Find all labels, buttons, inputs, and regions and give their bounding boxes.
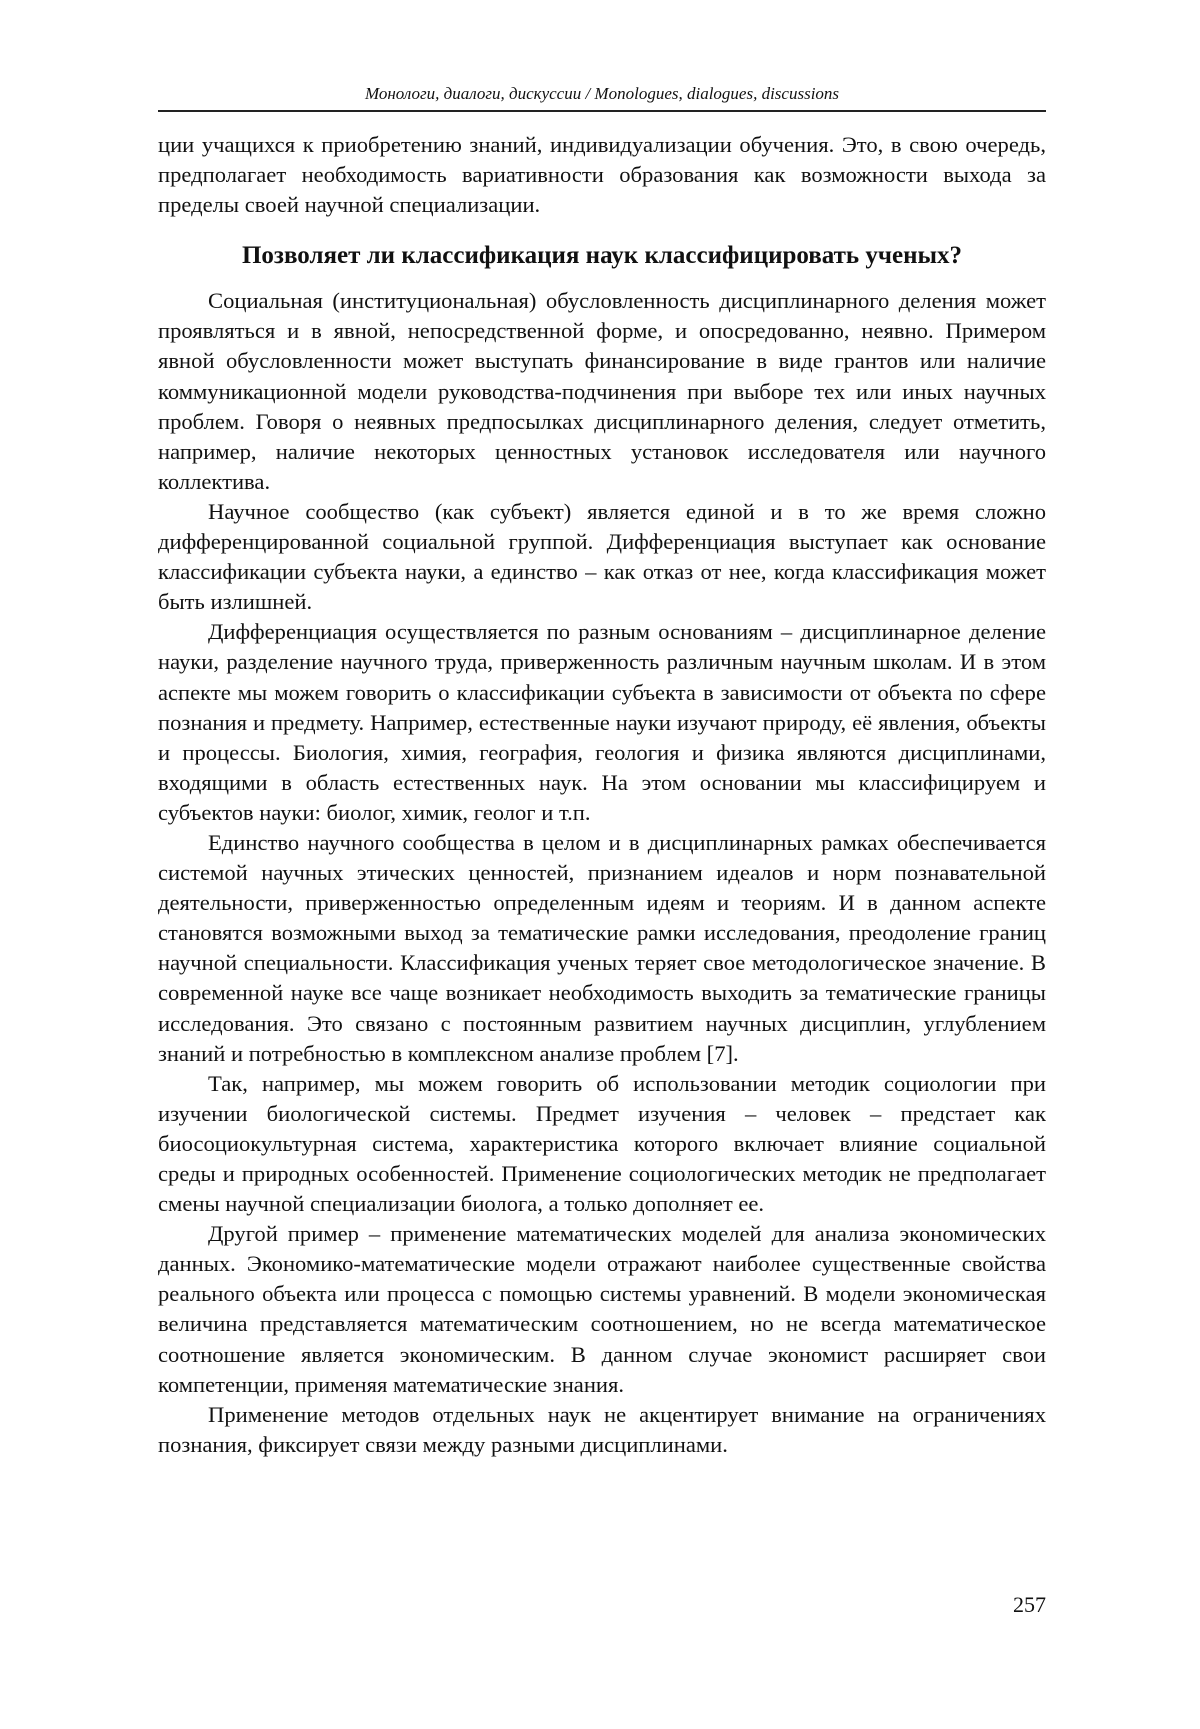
paragraph-6: Другой пример – применение математических моделей для анализа экономических данных. Экономико-математические модели отражают наиболее существенные свойства реального объекта или процесса с помощью системы уравнений. В модели экономическая величина представляется математическим соотношением, но не всегда математическое соотношение является экономическим. В данном случае экономист расширяет свои компетенции, применяя математические знания. [158,1221,1046,1397]
paragraph-4: Единство научного сообщества в целом и в дисциплинарных рамках обеспечивается системой научных этических ценностей, признанием идеалов и норм познавательной деятельности, приверженностью определенным идеям и теориям. И в данном аспекте становятся возможными выход за тематические рамки исследования, преодоление границ научной специальности. Классификация ученых теряет свое методологическое значение. В современной науке все чаще возникает необходимость выходить за тематические границы исследования. Это связано с постоянным развитием научных дисциплин, углублением знаний и потребностью в комплексном анализе проблем [7]. [158,829,1046,1066]
paragraph-1: Социальная (институциональная) обусловленность дисциплинарного деления может проявляться и в явной, непосредственной форме, и опосредованно, неявно. Примером явной обусловленности может выступать финансирование в виде грантов или наличие коммуникационной модели руководства-подчинения при выборе тех или иных научных проблем. Говоря о неявных предпосылках дисциплинарного деления, следует отметить, например, наличие некоторых ценностных установок исследователя или научного коллектива. [158,288,1046,494]
running-head: Монологи, диалоги, дискуссии / Monologues, dialogues, discussions [158,84,1046,112]
intro-paragraph: ции учащихся к приобретению знаний, индивидуализации обучения. Это, в свою очередь, предполагает необходимость вариативности образования как возможности выхода за пределы своей научной специализации. [158,132,1046,218]
paragraph-7: Применение методов отдельных наук не акцентирует внимание на ограничениях познания, фиксирует связи между разными дисциплинами. [158,1401,1046,1457]
paragraph-5: Так, например, мы можем говорить об использовании методик социологии при изучении биологической системы. Предмет изучения – человек – предстает как биосоциокультурная система, характеристика которого включает влияние социальной среды и природных особенностей. Применение социологических методик не предполагает смены научной специализации биолога, а только дополняет ее. [158,1070,1046,1217]
journal-page [158,84,1046,1460]
paragraph-2: Научное сообщество (как субъект) является единой и в то же время сложно дифференцированной социальной группой. Дифференциация выступает как основание классификации субъекта науки, а единство – как отказ от нее, когда классификация может быть излишней. [158,498,1046,615]
paragraph-3: Дифференциация осуществляется по разным основаниям – дисциплинарное деление науки, разделение научного труда, приверженность различным научным школам. И в этом аспекте мы можем говорить о классификации субъекта в зависимости от объекта по сфере познания и предмету. Например, естественные науки изучают природу, её явления, объекты и процессы. Биология, химия, география, геология и физика являются дисциплинами, входящими в область естественных наук. На этом основании мы классифицируем и субъектов науки: биолог, химик, геолог и т.п. [158,619,1046,825]
section-heading: Позволяет ли классификация наук классифицировать ученых? [241,242,963,270]
page-number: 257 [1013,1592,1046,1617]
article-body [158,130,1046,1460]
